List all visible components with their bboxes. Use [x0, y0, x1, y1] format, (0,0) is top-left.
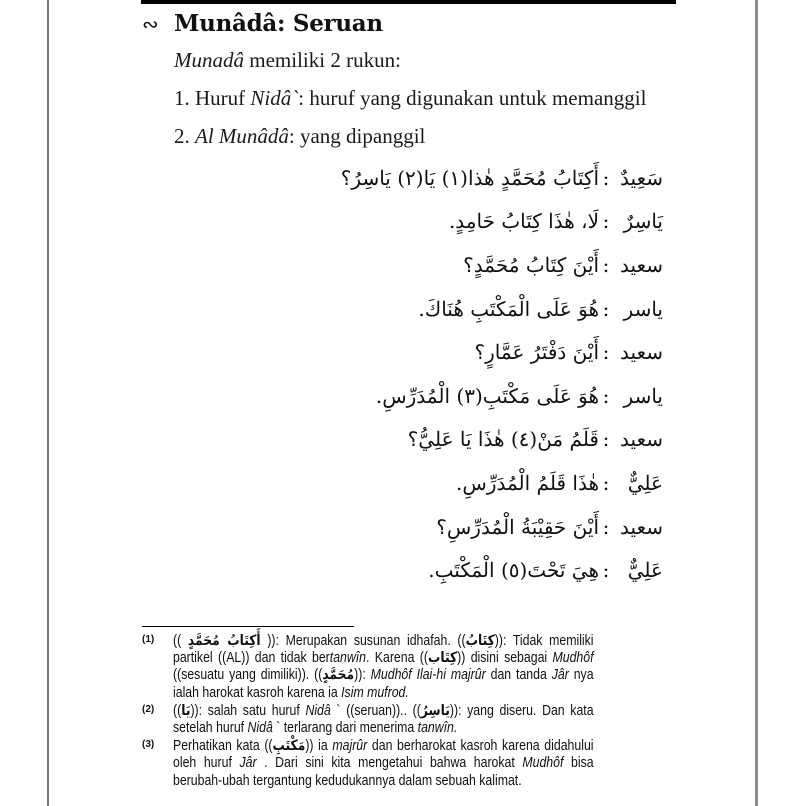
speaker: عَلِيٌّ [627, 470, 663, 495]
text-run: )): Tidak memiliki partikel ((AL)) dan tidak ber [173, 633, 594, 667]
utterance: قَلَمُ مَنْ(٤) هٰذَا يَا عَلِيُّ؟ [407, 427, 599, 452]
speaker: سَعِيدٌ [620, 165, 663, 190]
footnote-3 [142, 738, 662, 790]
text-run: ((sesuatu yang dimiliki)). (( [173, 667, 323, 684]
text-run: )) disini sebagai [457, 650, 553, 667]
speaker: ياسر [623, 296, 663, 321]
colon: : [602, 209, 610, 234]
intro-line [174, 48, 401, 73]
intro-rest: memiliki 2 rukun: [244, 48, 401, 72]
text-run: )) ia [305, 738, 333, 755]
colon: : [602, 514, 610, 539]
dialogue-line [341, 461, 663, 505]
intro-term: Munadâ [174, 48, 244, 72]
rukun-term: Al Munâdâ [195, 124, 289, 148]
utterance: لَا، هٰذَا كِتَابُ حَامِدٍ. [448, 209, 599, 234]
colon: : [602, 470, 610, 495]
arabic-term: يَا [181, 702, 191, 719]
page-edge-right [755, 0, 758, 806]
italic-term: majrûr [332, 738, 368, 755]
speaker: سعيد [620, 252, 663, 277]
arabic-dialogue [341, 156, 663, 592]
footnote-2 [142, 703, 662, 737]
text-run: dan tanda [485, 667, 552, 684]
text-run: (( [173, 633, 188, 649]
italic-term: Jâr [551, 667, 569, 684]
text-run: )): Merupakan susunan idhafah. (( [260, 633, 466, 649]
section-title: Munâdâ: Seruan [174, 10, 383, 37]
page-edge-left [47, 0, 49, 806]
footnote-number: (3) [142, 739, 155, 751]
dialogue-line [341, 548, 663, 592]
colon: : [602, 558, 610, 583]
text-run: dan berharokat kasroh karena didahului oleh huruf [173, 738, 594, 772]
footnote-1 [142, 633, 662, 702]
rukun-number: 1. Huruf [174, 86, 251, 110]
colon: : [602, 165, 610, 190]
arabic-term: مَكْتَبِ [272, 738, 306, 755]
utterance: أَيْنَ دَفْتَرُ عَمَّارٍ؟ [474, 340, 599, 365]
utterance: هِيَ تَحْتَ(٥) الْمَكْتَبِ. [428, 558, 599, 583]
rukun-description: : yang dipanggil [288, 124, 426, 148]
colon: : [602, 252, 610, 277]
dialogue-line [341, 287, 663, 331]
text-run: . Karena (( [366, 650, 428, 667]
footnote-text [173, 738, 594, 790]
arabic-term: أَكِتَابُ مُحَمَّدٍ [187, 633, 261, 649]
speaker: سعيد [620, 427, 663, 452]
footnote-text [173, 633, 594, 702]
dialogue-line [341, 505, 663, 549]
footnote-number: (1) [142, 634, 155, 645]
dialogue-line [341, 418, 663, 462]
dialogue-line [341, 374, 663, 418]
text-run: )): yang diseru. Dan kata setelah huruf [173, 702, 594, 737]
rukun-item-1 [174, 86, 646, 111]
utterance: أَكِتَابُ مُحَمَّدٍ هٰذا(١) يَا(٢) يَاسِرُ؟ [340, 165, 599, 190]
arabic-term: كِتَاب [427, 650, 458, 667]
text-run: bisa berubah-ubah tergantung kedudukannya dalam sebuah kalimat. [173, 755, 594, 789]
italic-term: Jâr [239, 755, 257, 772]
utterance: أَيْنَ كِتَابُ مُحَمَّدٍ؟ [463, 252, 599, 277]
utterance: أَيْنَ حَقِيْبَةُ الْمُدَرِّسِ؟ [436, 514, 599, 539]
utterance: هٰذَا قَلَمُ الْمُدَرِّسِ. [456, 470, 599, 495]
footnote-separator [142, 626, 354, 627]
italic-term: tanwîn. [417, 720, 458, 737]
arabic-term: كِتَابُ [465, 633, 495, 649]
italic-term: Mudhôf [552, 650, 594, 667]
rukun-term: Nidâ` [250, 86, 299, 110]
text-run: ` terlarang dari menerima [272, 720, 418, 737]
text-run: Perhatikan kata (( [173, 738, 273, 755]
text-run: nya ialah harokat kasroh karena ia [173, 667, 594, 701]
text-run: (( [173, 702, 182, 719]
colon: : [602, 383, 610, 408]
colon: : [602, 296, 610, 321]
top-rule [141, 0, 676, 4]
text-run: )): [354, 667, 371, 684]
italic-term: Mudhôf Ilai-hi majrûr [370, 667, 486, 684]
italic-term: Mudhôf [522, 755, 564, 772]
footnotes [142, 633, 662, 791]
italic-term: Nidâ [305, 702, 331, 719]
dialogue-line [341, 243, 663, 287]
arabic-term: يَاسِرُ [420, 702, 450, 719]
dialogue-line [341, 156, 663, 200]
colon: : [602, 427, 610, 452]
text-run: . Dari sini kita mengetahui bahwa harokat [256, 755, 523, 772]
dialogue-line [341, 200, 663, 244]
ornament-icon: ∾ [142, 11, 159, 36]
speaker: ياسر [623, 383, 663, 408]
utterance: هُوَ عَلَى مَكْتَبِ(٣) الْمُدَرِّسِ. [375, 383, 599, 408]
speaker: سعيد [620, 514, 663, 539]
italic-term: Nidâ [247, 720, 273, 737]
rukun-item-2 [174, 124, 425, 149]
speaker: عَلِيٌّ [627, 558, 663, 583]
colon: : [602, 340, 610, 365]
footnote-number: (2) [142, 703, 155, 715]
speaker: يَاسِرٌ [623, 209, 663, 234]
text-run: ` ((seruan)).. (( [330, 702, 421, 719]
speaker: سعيد [620, 340, 663, 365]
arabic-term: مُحَمَّدٍ [322, 667, 355, 684]
italic-term: tanwîn [329, 650, 367, 667]
italic-term: Isim mufrod. [341, 684, 409, 701]
section-heading [142, 10, 383, 37]
utterance: هُوَ عَلَى الْمَكْتَبِ هُنَاكَ. [418, 296, 599, 321]
text-run: )): salah satu huruf [190, 702, 306, 719]
dialogue-line [341, 330, 663, 374]
footnote-text [173, 703, 594, 737]
rukun-description: : huruf yang digunakan untuk memanggil [298, 86, 647, 110]
rukun-number: 2. [174, 124, 195, 148]
